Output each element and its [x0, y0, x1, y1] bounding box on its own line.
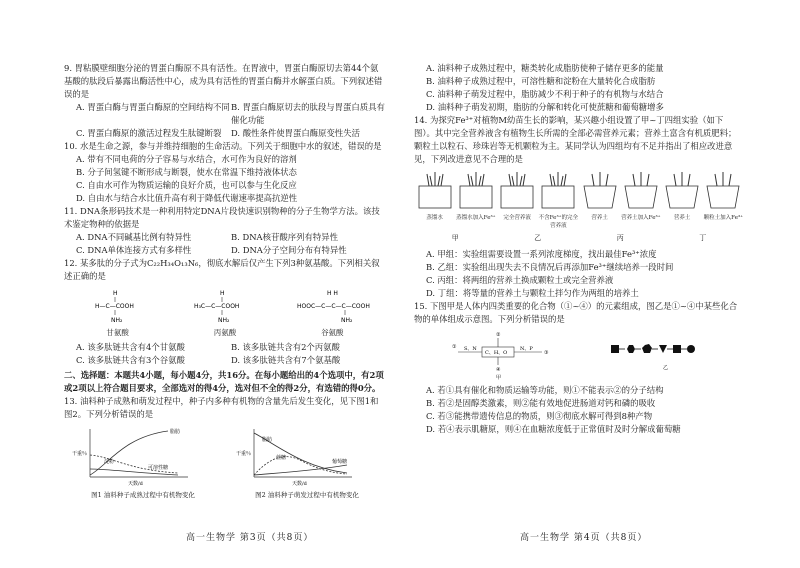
glutamic-acid-structure-icon	[297, 287, 377, 327]
fig2-glucose-label: 葡萄糖	[332, 459, 348, 466]
footer-left: 高一生物学 第3页（共8页）	[186, 533, 314, 543]
pot-2-label: 蒸馏水加入Fe³⁺	[456, 214, 496, 221]
right-column	[414, 62, 744, 436]
q10-option-c: C. 自由水可作为物质运输的良好介质，也可以参与生化反应	[76, 180, 297, 191]
question-10: 10. 水是生命之源，参与并维持细胞的生命活动。下列关于细胞中水的叙述，错误的是	[64, 141, 382, 152]
svg-text:NH₂: NH₂	[341, 317, 353, 325]
pot-8	[703, 172, 744, 231]
question-12: 12. 某多肽的分子式为C₂₂H₃₄O₁₃N₆，彻底水解后仅产生下列3种氨基酸。下列相关叙述正确的是	[64, 258, 380, 282]
q14-option-b: B. 乙组：实验组出现失去不良情况后再添加Fe³⁺继续培养一段时间	[426, 261, 674, 272]
fig1-ylabel: 干重％	[72, 451, 88, 458]
pot-7	[662, 172, 703, 231]
group-jia: 甲	[451, 233, 459, 242]
left-column	[64, 62, 386, 500]
q12-option-b: B. 该多肽链共含有2个丙氨酸	[231, 342, 340, 353]
figure-2-graph	[232, 425, 382, 487]
seedling-pot-icon	[456, 172, 496, 210]
svg-text:H: H	[219, 290, 225, 298]
pot-8-label: 颗粒土加入Fe³⁺	[703, 214, 744, 221]
struct-jia-label: 甲	[495, 374, 501, 380]
q14-option-a: A. 甲组：实验组需要设置一系列浓度梯度，找出最佳Fe³⁺浓度	[426, 248, 657, 259]
seedling-pot-icon	[580, 172, 620, 210]
question-9: 9. 胃粘膜壁细胞分泌的胃蛋白酶原不具有活性。在胃液中，胃蛋白酶原切去第44个氨基酸的肽段后暴露出酶活性中心，成为具有活性的胃蛋白酶并水解蛋白质。下列叙述错误的是	[64, 63, 383, 100]
question-15-figures	[414, 330, 744, 380]
seedling-pot-icon	[538, 172, 578, 210]
struct-label-1: ①	[451, 343, 456, 350]
element-composition-diagram	[432, 330, 572, 380]
fig1-sugar-label: 可溶性糖	[148, 465, 169, 472]
q11-option-b: B. DNA核苷酸序列有特异性	[231, 232, 338, 243]
glycine-label: 甘氨酸	[106, 328, 129, 338]
group-ding: 丁	[699, 233, 707, 242]
pot-5	[579, 172, 620, 231]
q14-option-d: D. 丁组：将等量的营养土与颗粒土拌匀作为两组的培养土	[426, 287, 639, 298]
q13-option-c: C. 油料种子萌发过程中，脂肪减少不利于种子的有机物与水结合	[426, 89, 664, 100]
svg-text:H₃C—C—COOH: H₃C—C—COOH	[193, 303, 240, 311]
pot-3	[497, 172, 538, 231]
circle-monomer-icon	[687, 345, 695, 353]
group-bing: 丙	[616, 233, 624, 242]
pot-3-label: 完全营养液	[503, 214, 531, 221]
q10-option-b: B. 分子间氢键不断形成与断裂，使水在常温下维持液体状态	[76, 167, 297, 178]
alanine-formula	[190, 287, 260, 339]
figure-1-graph	[68, 425, 218, 487]
question-15: 15. 下图甲是人体内四类重要的化合物（①~④）的元素组成，图乙是①~④中某些化合物的单体组成示意图。下列分析错误的是	[414, 300, 738, 324]
q11-option-c: C. DNA单体连接方式有多样性	[76, 245, 192, 256]
struct-yi-label: 乙	[662, 364, 668, 371]
triangle-monomer-icon	[659, 345, 667, 353]
q10-option-a: A. 带有不同电荷的分子容易与水结合，水可作为良好的溶剂	[76, 154, 297, 165]
fig2-xlabel: 天数/d	[292, 481, 307, 488]
monomer-chain-diagram	[607, 335, 727, 375]
q15-option-b: B. 若②是固醇类激素，则②能有效地促进肠道对钙和磷的吸收	[426, 397, 656, 408]
footer-right: 高一生物学 第4页（共8页）	[520, 533, 648, 543]
figure-1	[64, 425, 222, 500]
fig1-fat-label: 脂肪	[170, 429, 181, 436]
group-labels	[414, 233, 744, 244]
figure-1-caption: 图1 油料种子成熟过程中有机物变化	[91, 491, 195, 500]
pot-1	[414, 172, 455, 231]
figure-2-caption: 图2 油料种子萌发过程中有机物变化	[255, 491, 359, 500]
pot-5-label: 营养土	[591, 214, 608, 221]
alanine-structure-icon	[190, 287, 260, 327]
group-yi: 乙	[534, 233, 542, 242]
struct-center: C、H、O	[484, 349, 507, 356]
q15-option-d: D. 若④表示肌糖原，则④在血糖浓度低于正常值时及时分解成葡萄糖	[426, 423, 681, 434]
pentagon-monomer-icon	[642, 344, 652, 353]
q10-option-d: D. 自由水与结合水比值升高有利于降低代谢速率提高抗逆性	[76, 193, 298, 204]
question-13: 13. 油料种子成熟和萌发过程中，种子内多种有机物的含量先后发生变化，见下图1和图2。下列分析错误的是	[64, 396, 379, 420]
svg-text:HOOC—C—C—C—COOH: HOOC—C—C—C—COOH	[297, 303, 371, 311]
pot-7-label: 营养土	[673, 214, 691, 221]
pot-2	[455, 172, 496, 231]
struct-label-sn: S、N	[463, 345, 477, 352]
hexagon-monomer-icon	[627, 345, 635, 353]
q13-option-b: B. 油料种子成熟过程中，可溶性糖和淀粉在大量转化合成脂肪	[426, 76, 656, 87]
square-monomer-icon	[673, 345, 681, 353]
seedling-pot-icon	[703, 172, 743, 210]
pot-6	[620, 172, 661, 231]
q12-option-d: D. 该多肽链共含有7个氨基酸	[231, 355, 341, 366]
q12-option-c: C. 该多肽链共含有3个谷氨酸	[76, 355, 185, 366]
struct-label-3: ③	[543, 349, 548, 356]
glycine-structure-icon	[83, 287, 153, 327]
fig2-sucrose-label: 蔗糖	[276, 455, 287, 462]
struct-label-4: ④	[495, 366, 500, 373]
q13-option-d: D. 油料种子萌发初期，脂肪的分解和转化可使蔗糖和葡萄糖增多	[426, 102, 664, 113]
glycine-formula	[83, 287, 153, 339]
q9-option-d: D. 酸性条件使胃蛋白酶原变性失活	[231, 128, 360, 139]
q9-option-a: A. 胃蛋白酶与胃蛋白酶原的空间结构不同	[76, 102, 230, 113]
seedling-pot-icon	[662, 172, 702, 210]
svg-text:NH₂: NH₂	[110, 317, 123, 325]
q15-option-c: C. 若③能携带遗传信息的物质，则③彻底水解可得到8种产物	[426, 410, 653, 421]
fig1-xlabel: 天数/d	[128, 481, 143, 488]
svg-text:NH₂: NH₂	[217, 317, 230, 325]
pot-6-label: 营养土加入Fe³⁺	[621, 214, 661, 221]
q9-option-c: C. 胃蛋白酶原的激活过程发生肽键断裂	[76, 128, 222, 139]
seedling-pot-icon	[621, 172, 661, 210]
question-11: 11. DNA条形码技术是一种利用特定DNA片段快速识别物种的分子生物学方法。该技术鉴定物种的依据是	[64, 206, 380, 230]
glutamic-acid-formula	[297, 287, 371, 339]
figure-2	[228, 425, 386, 500]
fig2-ylabel: 干重％	[236, 451, 252, 458]
q11-option-a: A. DNA不同碱基比例有特异性	[76, 232, 192, 243]
q11-option-d: D. DNA分子空间分布有特异性	[231, 245, 347, 256]
svg-text:H H: H H	[327, 290, 339, 298]
glutamic-acid-label: 谷氨酸	[321, 328, 344, 338]
fig1-starch-label: 淀粉	[104, 459, 115, 466]
fig2-fat-label: 脂肪	[262, 437, 273, 444]
q14-option-c: C. 丙组：将两组的营养土换成颗粒土或完全营养液	[426, 274, 614, 285]
q15-option-a: A. 若①具有催化和物质运输等功能，则①不能表示②的分子结构	[426, 384, 664, 395]
svg-text:H—C—COOH: H—C—COOH	[94, 303, 134, 311]
svg-text:H: H	[112, 290, 118, 298]
amino-acid-formulas	[64, 287, 386, 339]
q12-option-a: A. 该多肽链共含有4个甘氨酸	[76, 342, 185, 353]
alanine-label: 丙氨酸	[213, 328, 237, 338]
q13-option-a: A. 油料种子成熟过程中，糖类转化成脂肪使种子储存更多的能量	[426, 63, 664, 73]
seedling-pot-icon	[497, 172, 537, 210]
question-14: 14. 为探究Fe³⁺对植物M幼苗生长的影响，某兴趣小组设置了甲~丁四组实验（如下图）。其中完全营养液含有植物生长所需的全部必需营养元素；营养土富含有机质肥料；颗粒土以粒石、珍珠岩等无机颗粒为主。某同学认为四组均有不足并指出了相应改进意见，下列改进意见不合理的是	[414, 115, 737, 165]
pot-4	[538, 172, 579, 231]
q9-option-b: B. 胃蛋白酶原切去的肽段与胃蛋白质具有催化功能	[231, 102, 385, 126]
experiment-diagram	[414, 172, 744, 231]
question-13-figures	[64, 425, 386, 500]
pot-4-label: 不含Fe³⁺的完全营养液	[538, 214, 579, 230]
section-2-heading: 二、选择题：本题共4小题，每小题4分，共16分。在每小题给出的4个选项中，有2项或2项以上符合题目要求，全部选对的得4分，选对但不全的得2分，有选错的得0分。	[64, 370, 384, 394]
struct-label-2: ②	[495, 331, 500, 338]
square-monomer-icon	[611, 345, 619, 353]
seedling-pot-icon	[415, 172, 455, 210]
struct-label-np: N、P	[519, 345, 533, 352]
pot-1-label: 蒸馏水	[426, 214, 443, 221]
